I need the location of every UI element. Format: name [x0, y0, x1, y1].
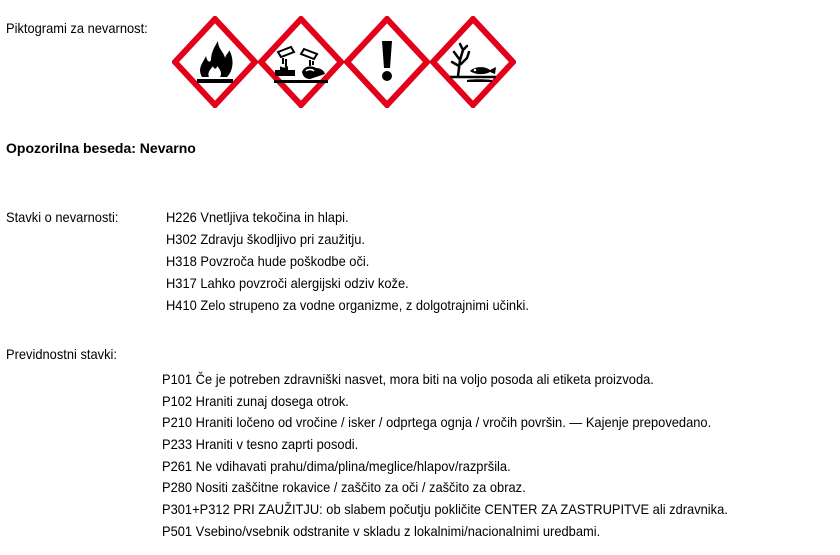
hazard-statement: H410 Zelo strupeno za vodne organizme, z dolgotrajnimi učinki. — [166, 297, 529, 313]
exclamation-mark-icon — [344, 16, 430, 108]
precautionary-statement: P261 Ne vdihavati prahu/dima/plina/meglice/hlapov/razpršila. — [162, 457, 511, 474]
precautionary-statement: P101 Če je potreben zdravniški nasvet, mora biti na voljo posoda ali etiketa proizvoda. — [162, 371, 654, 387]
precautionary-statement: P233 Hraniti v tesno zaprti posodi. — [162, 436, 359, 453]
precautionary-statements-label: Previdnostni stavki: — [6, 346, 117, 362]
hazard-statement: H302 Zdravju škodljivo pri zaužitju. — [166, 231, 366, 247]
signal-word: Opozorilna beseda: Nevarno — [6, 140, 196, 156]
pictograms-label: Piktogrami za nevarnost: — [6, 20, 148, 36]
hazard-statements-list — [166, 209, 561, 319]
hazard-statement: H226 Vnetljiva tekočina in hlapi. — [166, 209, 349, 225]
hazard-statement: H317 Lahko povzroči alergijski odziv kože. — [166, 275, 409, 291]
precautionary-statement: P210 Hraniti ločeno od vročine / isker / odprtega ognja / vročih površin. — Kajenje prepovedano. — [162, 414, 712, 431]
flame-icon — [172, 16, 258, 108]
precautionary-statement: P301+P312 PRI ZAUŽITJU: ob slabem počutju pokličite CENTER ZA ZASTRUPITVE ali zdravnika. — [162, 501, 728, 518]
hazard-pictograms — [172, 16, 524, 108]
precautionary-statements-list — [162, 371, 777, 545]
hazard-statement: H318 Povzroča hude poškodbe oči. — [166, 253, 370, 269]
precautionary-statement: P280 Nositi zaščitne rokavice / zaščito za oči / zaščito za obraz. — [162, 479, 526, 496]
corrosion-icon — [258, 16, 344, 108]
precautionary-statement: P501 Vsebino/vsebnik odstranite v skladu z lokalnimi/nacionalnimi uredbami. — [162, 522, 601, 539]
hazard-statements-label: Stavki o nevarnosti: — [6, 209, 119, 225]
environment-icon — [430, 16, 516, 108]
precautionary-statement: P102 Hraniti zunaj dosega otrok. — [162, 392, 349, 409]
